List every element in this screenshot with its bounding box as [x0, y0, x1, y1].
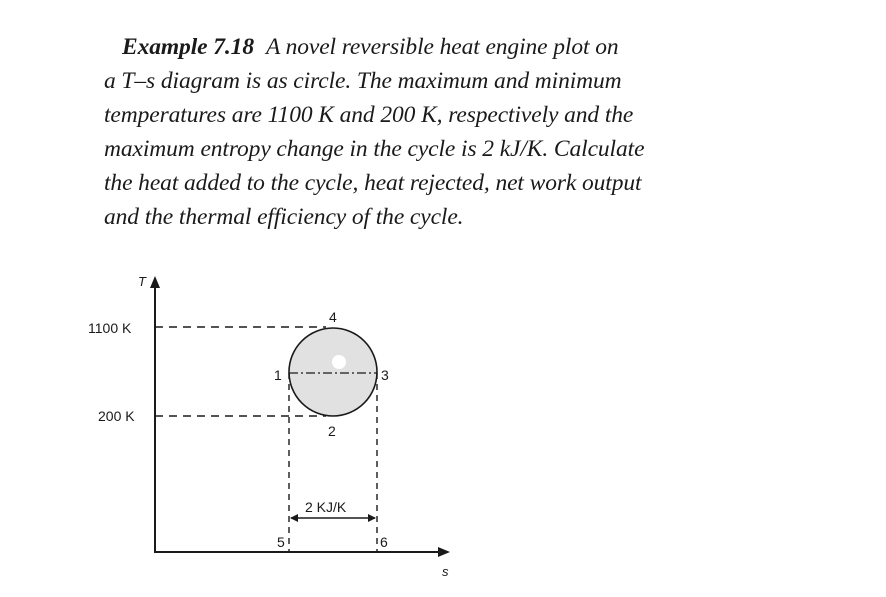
point-1-label: 1	[274, 367, 282, 383]
t-axis-label: T	[138, 274, 146, 289]
s-axis-arrow-icon	[438, 547, 450, 557]
s-axis-label: s	[442, 564, 449, 579]
problem-text-1: A novel reversible heat engine plot on	[265, 34, 619, 60]
point-5-label: 5	[277, 534, 285, 550]
point-2-label: 2	[328, 423, 336, 439]
point-3-label: 3	[381, 367, 389, 383]
problem-line-5: the heat added to the cycle, heat rejected, net work output	[104, 170, 642, 196]
tick-1100k: 1100 K	[88, 320, 132, 336]
cycle-circle	[289, 328, 377, 416]
problem-line-3: temperatures are 1100 K and 200 K, respectively and the	[104, 102, 634, 128]
example-label: Example 7.18	[122, 34, 254, 60]
point-4-label: 4	[329, 309, 337, 325]
t-axis-arrow-icon	[150, 276, 160, 288]
problem-line-4: maximum entropy change in the cycle is 2 kJ/K. Calculate	[104, 136, 645, 162]
problem-line-6: and the thermal efficiency of the cycle.	[104, 204, 464, 230]
problem-line-2: a T–s diagram is as circle. The maximum and minimum	[104, 68, 622, 94]
circle-highlight	[332, 355, 346, 369]
tick-200k: 200 K	[98, 408, 135, 424]
point-6-label: 6	[380, 534, 388, 550]
entropy-change-label: 2 KJ/K	[305, 499, 347, 515]
